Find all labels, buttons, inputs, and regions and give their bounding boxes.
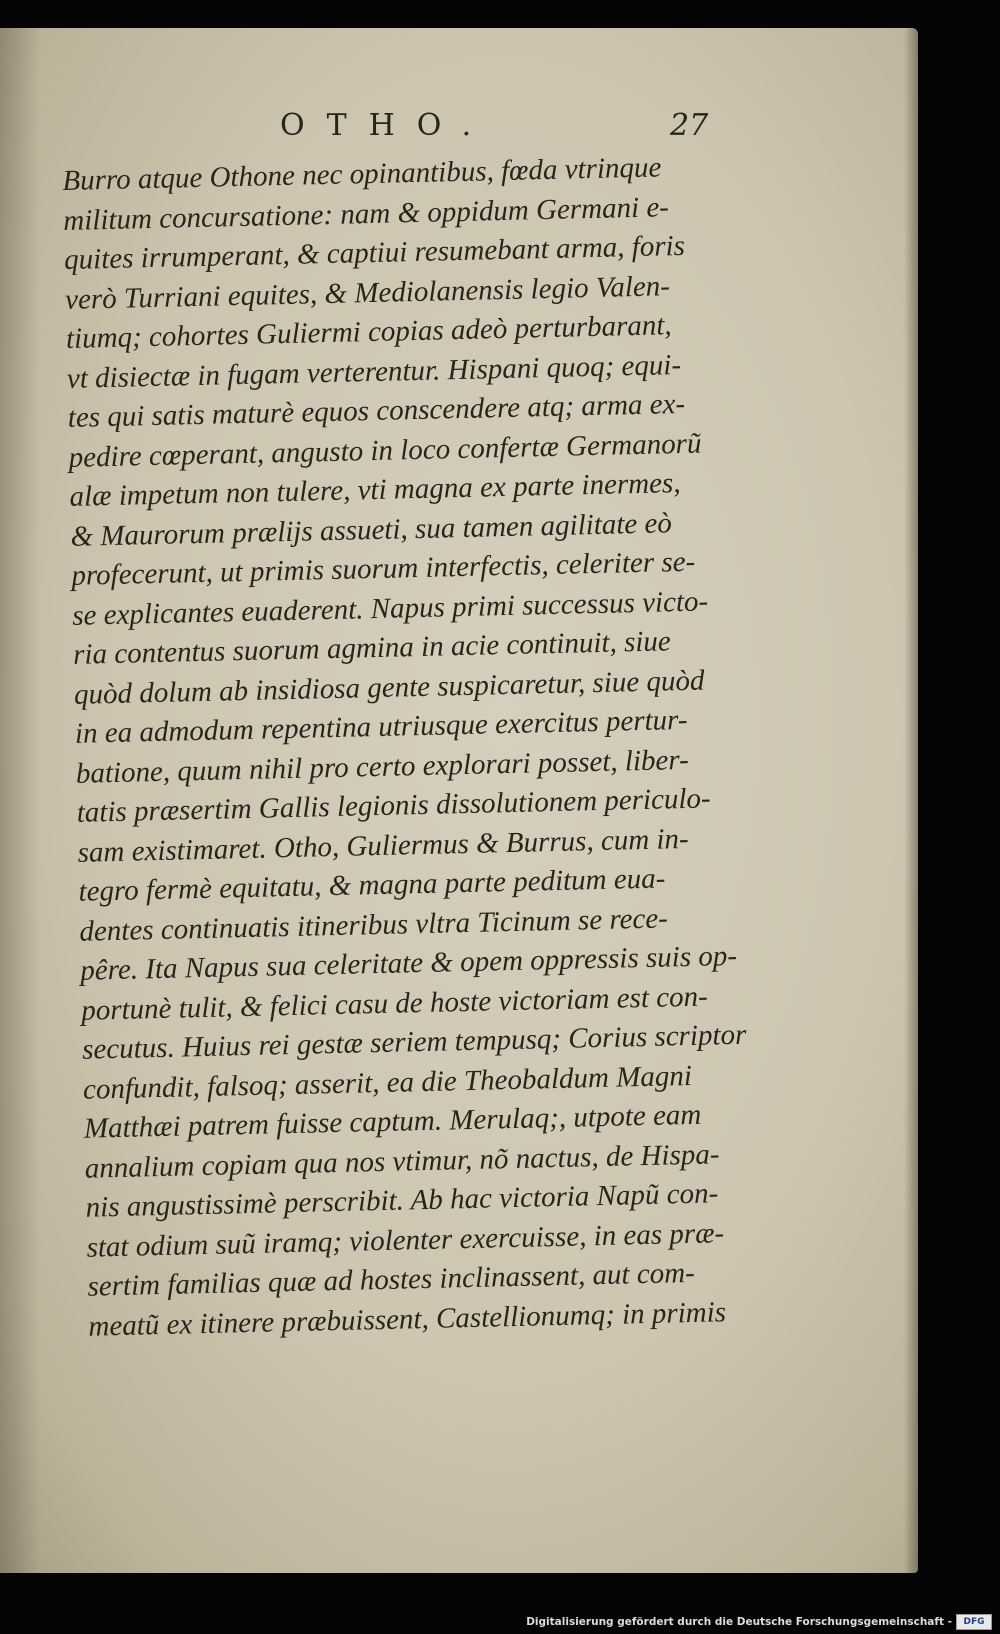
text-line: stat odium suũ iramq; violenter exercuisse, in eas præ- xyxy=(86,1216,725,1264)
page-number: 27 xyxy=(670,108,709,143)
text-line: sertim familias quæ ad hostes inclinassent, aut com- xyxy=(87,1256,696,1303)
text-line: annalium copiam qua nos vtimur, nõ nactus, de Hispa- xyxy=(84,1137,720,1185)
text-line: ria contentus suorum agmina in acie continuit, siue xyxy=(72,625,672,671)
text-line: verò Turriani equites, & Mediolanensis legio Valen- xyxy=(64,269,671,316)
dfg-logo: DFG xyxy=(956,1614,992,1630)
text-line: tatis præsertim Gallis legionis dissolutionem periculo- xyxy=(76,782,711,829)
text-line: se explicantes euaderent. Napus primi successus victo- xyxy=(71,584,709,632)
text-line: & Maurorum prælijs assueti, sua tamen agilitate eò xyxy=(70,506,673,553)
text-line: tes qui satis maturè equos conscendere atq; arma ex- xyxy=(67,387,686,434)
text-line: tiumq; cohortes Guliermi copias adeò perturbarant, xyxy=(65,309,672,355)
text-line: secutus. Huius rei gestæ seriem tempusq; Corius scriptor xyxy=(81,1018,747,1066)
text-line: tegro fermè equitatu, & magna parte peditum eua- xyxy=(78,862,666,908)
text-line: in ea admodum repentina utriusque exercitus pertur- xyxy=(74,703,688,750)
text-line: portunè tulit, & felici casu de hoste victoriam est con- xyxy=(80,980,709,1027)
text-line: sam existimaret. Otho, Guliermus & Burrus, cum in- xyxy=(77,822,689,869)
text-line: quites irrumperant, & captiui resumebant arma, foris xyxy=(63,229,686,276)
running-head: OTHO. xyxy=(280,108,494,143)
text-line: confundit, falsoq; asserit, ea die Theobaldum Magni xyxy=(82,1059,693,1106)
text-line: nis angustissimè perscribit. Ab hac victoria Napũ con- xyxy=(85,1177,719,1224)
text-line: pedire cœperant, angusto in loco confertæ Germanorũ xyxy=(68,427,702,474)
text-line: Burro atque Othone nec opinantibus, fœda vtrinque xyxy=(62,151,662,197)
text-line: militum concursatione: nam & oppidum Germani e- xyxy=(62,190,670,237)
digitization-credit: Digitalisierung gefördert durch die Deutsche Forschungsgemeinschaft - xyxy=(526,1616,952,1628)
text-line: dentes continuatis itineribus vltra Ticinum se rece- xyxy=(79,901,669,948)
body-text xyxy=(62,146,789,1347)
page-edge-shadow xyxy=(904,28,918,1573)
text-line: quòd dolum ab insidiosa gente suspicaretur, siue quòd xyxy=(73,664,705,711)
text-line: batione, quum nihil pro certo explorari posset, liber- xyxy=(75,743,690,790)
text-line: pêre. Ita Napus sua celeritate & opem oppressis suis op- xyxy=(79,939,738,987)
text-line: meatũ ex itinere præbuissent, Castellionumq; in primis xyxy=(88,1295,727,1343)
text-line: vt disiectæ in fugam verterentur. Hispani quoq; equi- xyxy=(66,348,682,395)
book-page xyxy=(0,28,918,1573)
text-line: alæ impetum non tulere, vti magna ex parte inermes, xyxy=(69,467,681,513)
text-line: profecerunt, ut primis suorum interfectis, celeriter se- xyxy=(71,545,696,592)
text-line: Matthæi patrem fuisse captum. Merulaq;, utpote eam xyxy=(83,1098,702,1145)
